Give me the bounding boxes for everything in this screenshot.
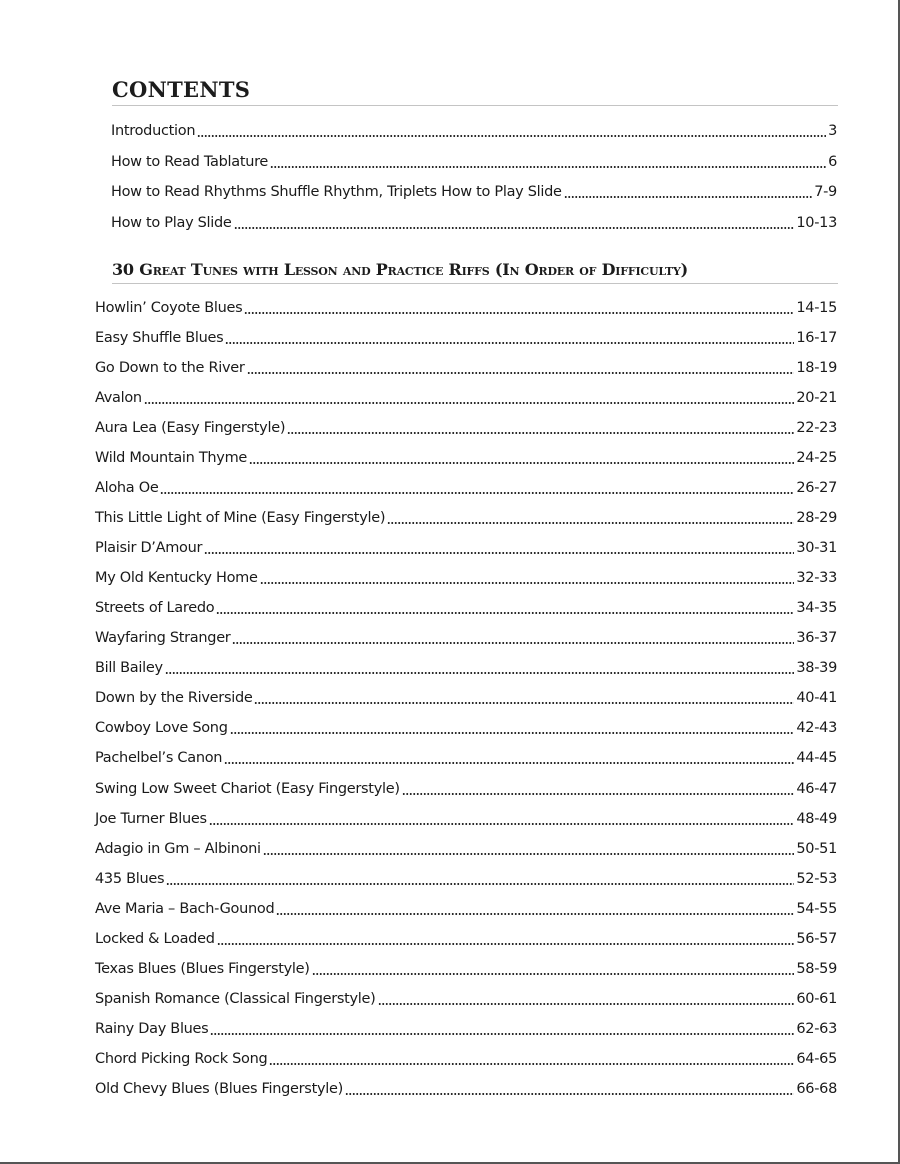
toc-entry[interactable] [95,1044,837,1074]
toc-entry-page: 60-61 [796,990,837,1007]
toc-entry-title: Cowboy Love Song [95,720,228,737]
dot-leader [345,1093,794,1095]
toc-entry-title: Introduction [111,123,196,140]
toc-entry-title: This Little Light of Mine (Easy Fingerstyle) [95,510,386,527]
toc-entry-page: 14-15 [796,300,837,317]
toc-entry[interactable] [95,563,837,593]
toc-entry[interactable] [95,413,837,443]
dot-leader [244,312,794,314]
dot-leader [270,166,826,168]
dot-leader [197,135,826,137]
dot-leader [217,943,795,945]
dot-leader [276,913,794,915]
tunes-list [95,293,837,1104]
toc-entry-page: 32-33 [796,570,837,587]
dot-leader [216,612,794,614]
toc-entry-title: Swing Low Sweet Chariot (Easy Fingerstyle) [95,780,400,797]
toc-entry-title: Easy Shuffle Blues [95,330,224,347]
toc-entry-page: 7-9 [814,184,837,201]
toc-entry-page: 38-39 [796,660,837,677]
toc-entry-page: 52-53 [796,870,837,887]
dot-leader [378,1003,795,1005]
toc-entry[interactable] [95,1014,837,1044]
dot-leader [254,702,794,704]
toc-entry-page: 10-13 [796,215,837,232]
dot-leader [263,853,795,855]
toc-entry-title: Joe Turner Blues [95,810,207,827]
toc-entry-page: 3 [828,123,837,140]
toc-entry-title: Streets of Laredo [95,600,215,617]
toc-entry-page: 30-31 [796,540,837,557]
dot-leader [225,342,794,344]
dot-leader [230,732,795,734]
dot-leader [387,522,794,524]
toc-entry-page: 6 [828,153,837,170]
toc-entry-page: 50-51 [796,840,837,857]
toc-entry-page: 56-57 [796,930,837,947]
dot-leader [165,672,795,674]
toc-entry-page: 42-43 [796,720,837,737]
toc-entry-title: Rainy Day Blues [95,1020,209,1037]
toc-entry-page: 66-68 [796,1080,837,1097]
dot-leader [204,552,794,554]
toc-entry-title: Wild Mountain Thyme [95,450,248,467]
toc-entry-page: 24-25 [796,450,837,467]
toc-entry-page: 28-29 [796,510,837,527]
toc-entry-page: 64-65 [796,1050,837,1067]
toc-entry[interactable] [95,443,837,473]
toc-entry-page: 44-45 [796,750,837,767]
dot-leader [232,642,794,644]
toc-entry-page: 34-35 [796,600,837,617]
intro-list [111,116,837,238]
toc-entry[interactable] [95,743,837,773]
toc-entry-title: Avalon [95,390,142,407]
toc-entry-title: How to Read Tablature [111,153,269,170]
toc-entry-page: 48-49 [796,810,837,827]
toc-entry[interactable] [95,353,837,383]
toc-entry[interactable] [95,503,837,533]
toc-entry[interactable] [111,177,837,208]
dot-leader [160,492,794,494]
dot-leader [234,227,795,229]
toc-entry[interactable] [95,954,837,984]
toc-entry-title: Texas Blues (Blues Fingerstyle) [95,960,310,977]
dot-leader [564,196,813,198]
toc-entry-title: How to Play Slide [111,215,232,232]
dot-leader [249,462,794,464]
toc-entry-page: 36-37 [796,630,837,647]
toc-entry[interactable] [95,804,837,834]
dot-leader [224,762,794,764]
dot-leader [287,432,794,434]
toc-entry-title: 435 Blues [95,870,165,887]
dot-leader [260,582,795,584]
toc-entry-title: Old Chevy Blues (Blues Fingerstyle) [95,1080,343,1097]
toc-entry-title: Down by the Riverside [95,690,253,707]
toc-entry-title: Howlin’ Coyote Blues [95,300,243,317]
toc-entry-title: My Old Kentucky Home [95,570,258,587]
toc-entry[interactable] [95,323,837,353]
toc-entry-page: 22-23 [796,420,837,437]
dot-leader [247,372,795,374]
toc-entry-title: How to Read Rhythms Shuffle Rhythm, Triplets How to Play Slide [111,184,562,201]
toc-entry[interactable] [95,1074,837,1104]
toc-entry-page: 62-63 [796,1020,837,1037]
toc-entry-title: Locked & Loaded [95,930,215,947]
toc-entry[interactable] [95,593,837,623]
toc-entry-page: 20-21 [796,390,837,407]
contents-heading: CONTENTS [112,76,838,106]
toc-entry[interactable] [95,713,837,743]
toc-entry[interactable] [111,116,837,147]
toc-entry[interactable] [95,774,837,804]
toc-entry[interactable] [95,653,837,683]
toc-entry-title: Plaisir D’Amour [95,540,203,557]
dot-leader [312,973,795,975]
toc-entry[interactable] [95,834,837,864]
toc-entry[interactable] [111,208,837,239]
toc-entry[interactable] [95,293,837,323]
toc-entry-title: Spanish Romance (Classical Fingerstyle) [95,990,376,1007]
dot-leader [210,1033,794,1035]
toc-entry-title: Bill Bailey [95,660,163,677]
toc-entry-title: Aloha Oe [95,480,159,497]
toc-entry-title: Wayfaring Stranger [95,630,231,647]
toc-entry-page: 40-41 [796,690,837,707]
dot-leader [166,883,794,885]
toc-entry[interactable] [95,383,837,413]
toc-entry-title: Go Down to the River [95,360,245,377]
dot-leader [144,402,795,404]
dot-leader [402,793,795,795]
dot-leader [209,823,795,825]
toc-entry[interactable] [95,894,837,924]
toc-entry-page: 18-19 [796,360,837,377]
toc-entry-title: Pachelbel’s Canon [95,750,223,767]
toc-entry[interactable] [95,683,837,713]
toc-entry[interactable] [95,924,837,954]
toc-entry-title: Ave Maria – Bach-Gounod [95,900,275,917]
toc-entry-page: 58-59 [796,960,837,977]
toc-entry-title: Adagio in Gm – Albinoni [95,840,261,857]
toc-entry[interactable] [95,984,837,1014]
toc-entry-page: 54-55 [796,900,837,917]
toc-entry[interactable] [95,864,837,894]
toc-entry-title: Aura Lea (Easy Fingerstyle) [95,420,286,437]
toc-entry-page: 46-47 [796,780,837,797]
toc-entry[interactable] [95,533,837,563]
dot-leader [269,1063,794,1065]
toc-entry[interactable] [111,147,837,178]
toc-entry-title: Chord Picking Rock Song [95,1050,268,1067]
tunes-heading: 30 Great Tunes with Lesson and Practice Riffs (In Order of Difficulty) [112,258,838,284]
toc-entry-page: 26-27 [796,480,837,497]
toc-entry-page: 16-17 [796,330,837,347]
toc-entry[interactable] [95,473,837,503]
toc-entry[interactable] [95,623,837,653]
